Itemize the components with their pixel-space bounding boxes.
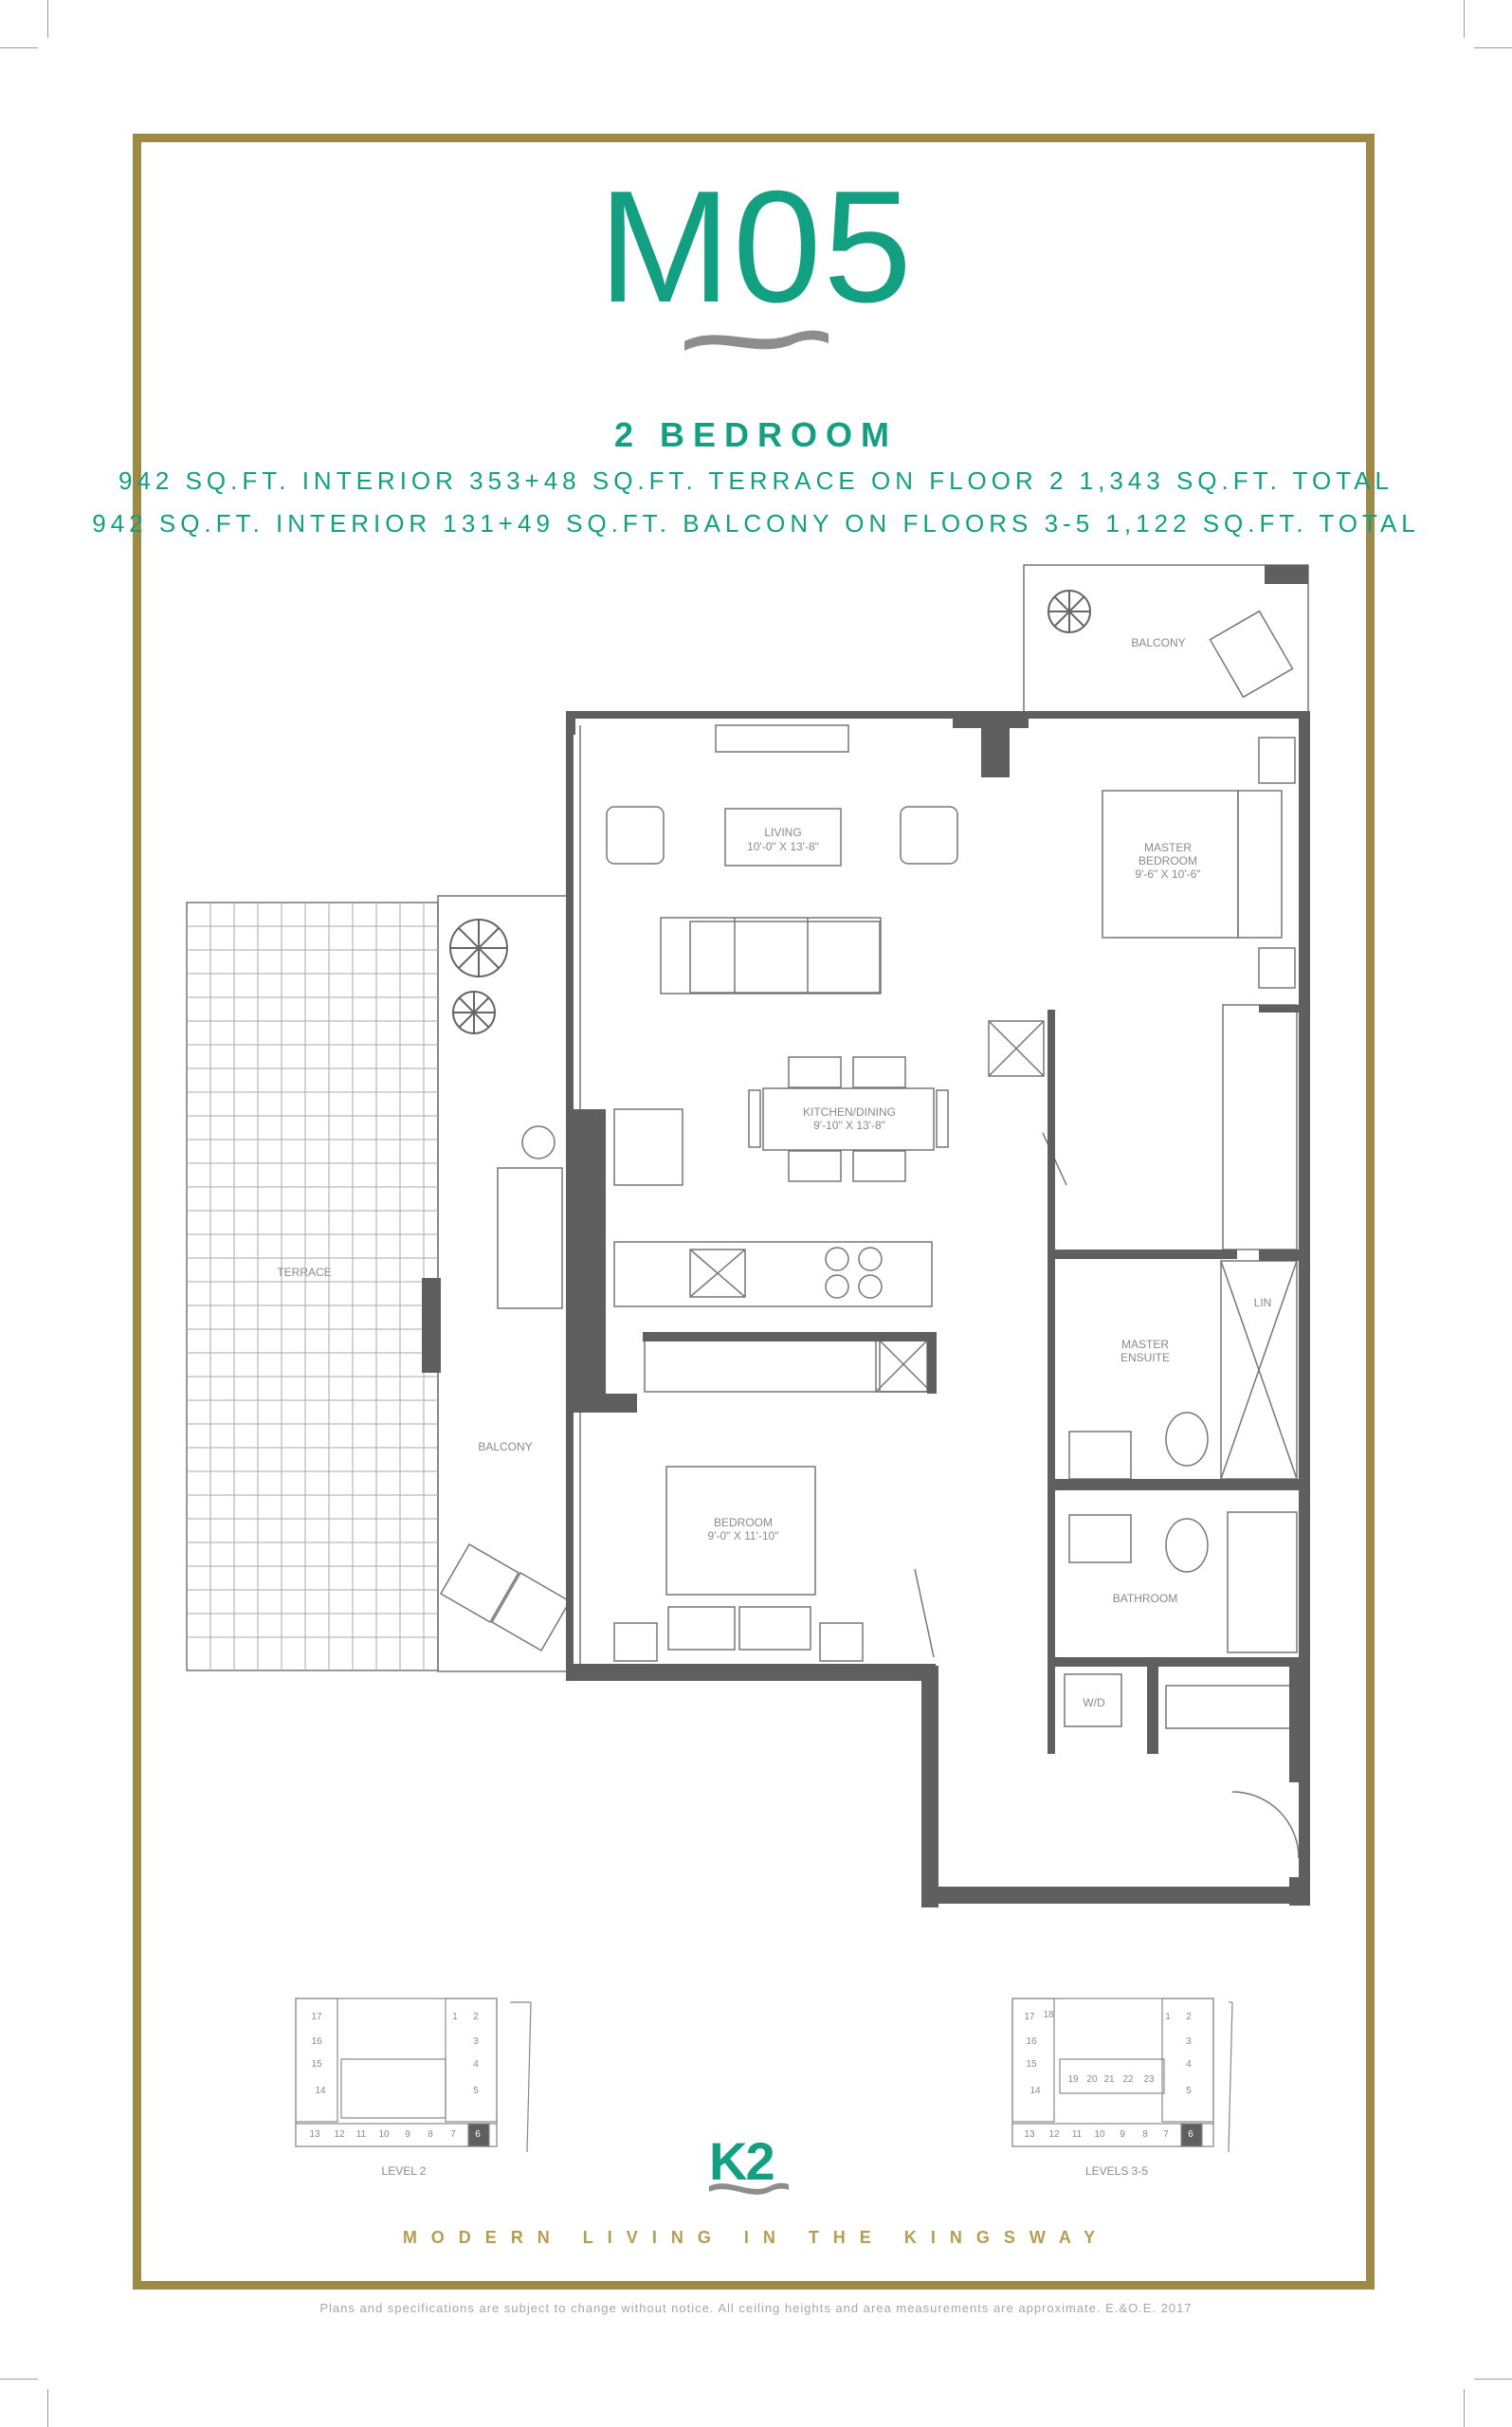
svg-text:12: 12 bbox=[1048, 2129, 1060, 2140]
unit-title: M05 bbox=[598, 157, 914, 336]
svg-text:7: 7 bbox=[1163, 2129, 1169, 2140]
keyplan-label-levels-3-5: LEVELS 3-5 bbox=[1084, 2164, 1149, 2178]
label-wd: W/D bbox=[1083, 1696, 1105, 1709]
svg-text:8: 8 bbox=[1142, 2129, 1148, 2140]
label-master-1: MASTER bbox=[1143, 841, 1193, 854]
svg-text:14: 14 bbox=[315, 2086, 326, 2096]
label-balcony-top: BALCONY bbox=[1131, 636, 1186, 649]
svg-text:6: 6 bbox=[475, 2129, 481, 2140]
svg-text:18: 18 bbox=[1043, 2010, 1054, 2020]
label-living: LIVING bbox=[764, 826, 802, 839]
svg-text:10: 10 bbox=[378, 2129, 390, 2140]
label-terrace: TERRACE bbox=[277, 1266, 332, 1279]
svg-text:2: 2 bbox=[473, 2012, 479, 2022]
svg-text:1: 1 bbox=[1165, 2012, 1171, 2022]
label-kitchen: KITCHEN/DINING bbox=[802, 1105, 897, 1119]
svg-text:13: 13 bbox=[309, 2129, 320, 2140]
svg-text:14: 14 bbox=[1029, 2086, 1041, 2096]
dims-kitchen: 9'-10" X 13'-8" bbox=[813, 1119, 885, 1132]
svg-text:11: 11 bbox=[355, 2129, 367, 2140]
svg-text:21: 21 bbox=[1103, 2074, 1115, 2085]
svg-text:2: 2 bbox=[1186, 2012, 1192, 2022]
svg-text:15: 15 bbox=[1026, 2059, 1037, 2070]
keyplan-level-2 bbox=[296, 1998, 531, 2152]
label-balcony-left: BALCONY bbox=[478, 1440, 533, 1453]
dims-master: 9'-6" X 10'-6" bbox=[1135, 867, 1201, 881]
svg-text:6: 6 bbox=[1188, 2129, 1193, 2140]
label-bedroom: BEDROOM bbox=[713, 1516, 774, 1529]
terrace-tiles bbox=[187, 903, 438, 1670]
label-bathroom: BATHROOM bbox=[1112, 1592, 1178, 1605]
k2-logo: K2 bbox=[709, 2131, 774, 2191]
svg-text:3: 3 bbox=[1186, 2036, 1192, 2047]
svg-text:17: 17 bbox=[1024, 2012, 1035, 2022]
svg-text:4: 4 bbox=[473, 2059, 479, 2070]
svg-text:19: 19 bbox=[1067, 2074, 1079, 2085]
label-ensuite-2: ENSUITE bbox=[1120, 1351, 1171, 1364]
tagline: MODERN LIVING IN THE KINGSWAY bbox=[402, 2228, 1110, 2247]
disclaimer: Plans and specifications are subject to change without notice. All ceiling heights and area measurements are approximate. E.&O.E. 2017 bbox=[319, 2301, 1193, 2315]
svg-text:23: 23 bbox=[1143, 2074, 1155, 2085]
svg-text:15: 15 bbox=[311, 2059, 322, 2070]
svg-text:7: 7 bbox=[450, 2129, 456, 2140]
svg-text:9: 9 bbox=[1120, 2129, 1125, 2140]
label-lin: LIN bbox=[1253, 1296, 1272, 1309]
svg-text:5: 5 bbox=[1186, 2086, 1192, 2096]
svg-text:16: 16 bbox=[1026, 2036, 1037, 2047]
svg-text:12: 12 bbox=[334, 2129, 345, 2140]
dims-bedroom: 9'-0" X 11'-10" bbox=[707, 1529, 779, 1542]
label-master-2: BEDROOM bbox=[1138, 854, 1198, 867]
svg-text:3: 3 bbox=[473, 2036, 479, 2047]
svg-text:11: 11 bbox=[1071, 2129, 1083, 2140]
area-line-floors-3-5: 942 SQ.FT. INTERIOR 131+49 SQ.FT. BALCONY ON FLOORS 3-5 1,122 SQ.FT. TOTAL bbox=[92, 509, 1420, 538]
svg-text:10: 10 bbox=[1094, 2129, 1105, 2140]
svg-text:5: 5 bbox=[473, 2086, 479, 2096]
plant-icons bbox=[450, 591, 1090, 1033]
svg-text:22: 22 bbox=[1122, 2074, 1134, 2085]
svg-text:8: 8 bbox=[428, 2129, 433, 2140]
svg-text:20: 20 bbox=[1086, 2074, 1098, 2085]
svg-text:17: 17 bbox=[311, 2012, 322, 2022]
svg-text:9: 9 bbox=[405, 2129, 410, 2140]
area-line-floor-2: 942 SQ.FT. INTERIOR 353+48 SQ.FT. TERRACE ON FLOOR 2 1,343 SQ.FT. TOTAL bbox=[118, 466, 1394, 495]
bedroom-count: 2 BEDROOM bbox=[613, 415, 899, 454]
svg-text:16: 16 bbox=[311, 2036, 322, 2047]
keyplan-label-level-2: LEVEL 2 bbox=[381, 2164, 427, 2178]
svg-text:1: 1 bbox=[452, 2012, 458, 2022]
svg-text:13: 13 bbox=[1024, 2129, 1035, 2140]
svg-text:4: 4 bbox=[1186, 2059, 1192, 2070]
label-ensuite-1: MASTER bbox=[1120, 1338, 1170, 1351]
dims-living: 10'-0" X 13'-8" bbox=[747, 840, 819, 853]
